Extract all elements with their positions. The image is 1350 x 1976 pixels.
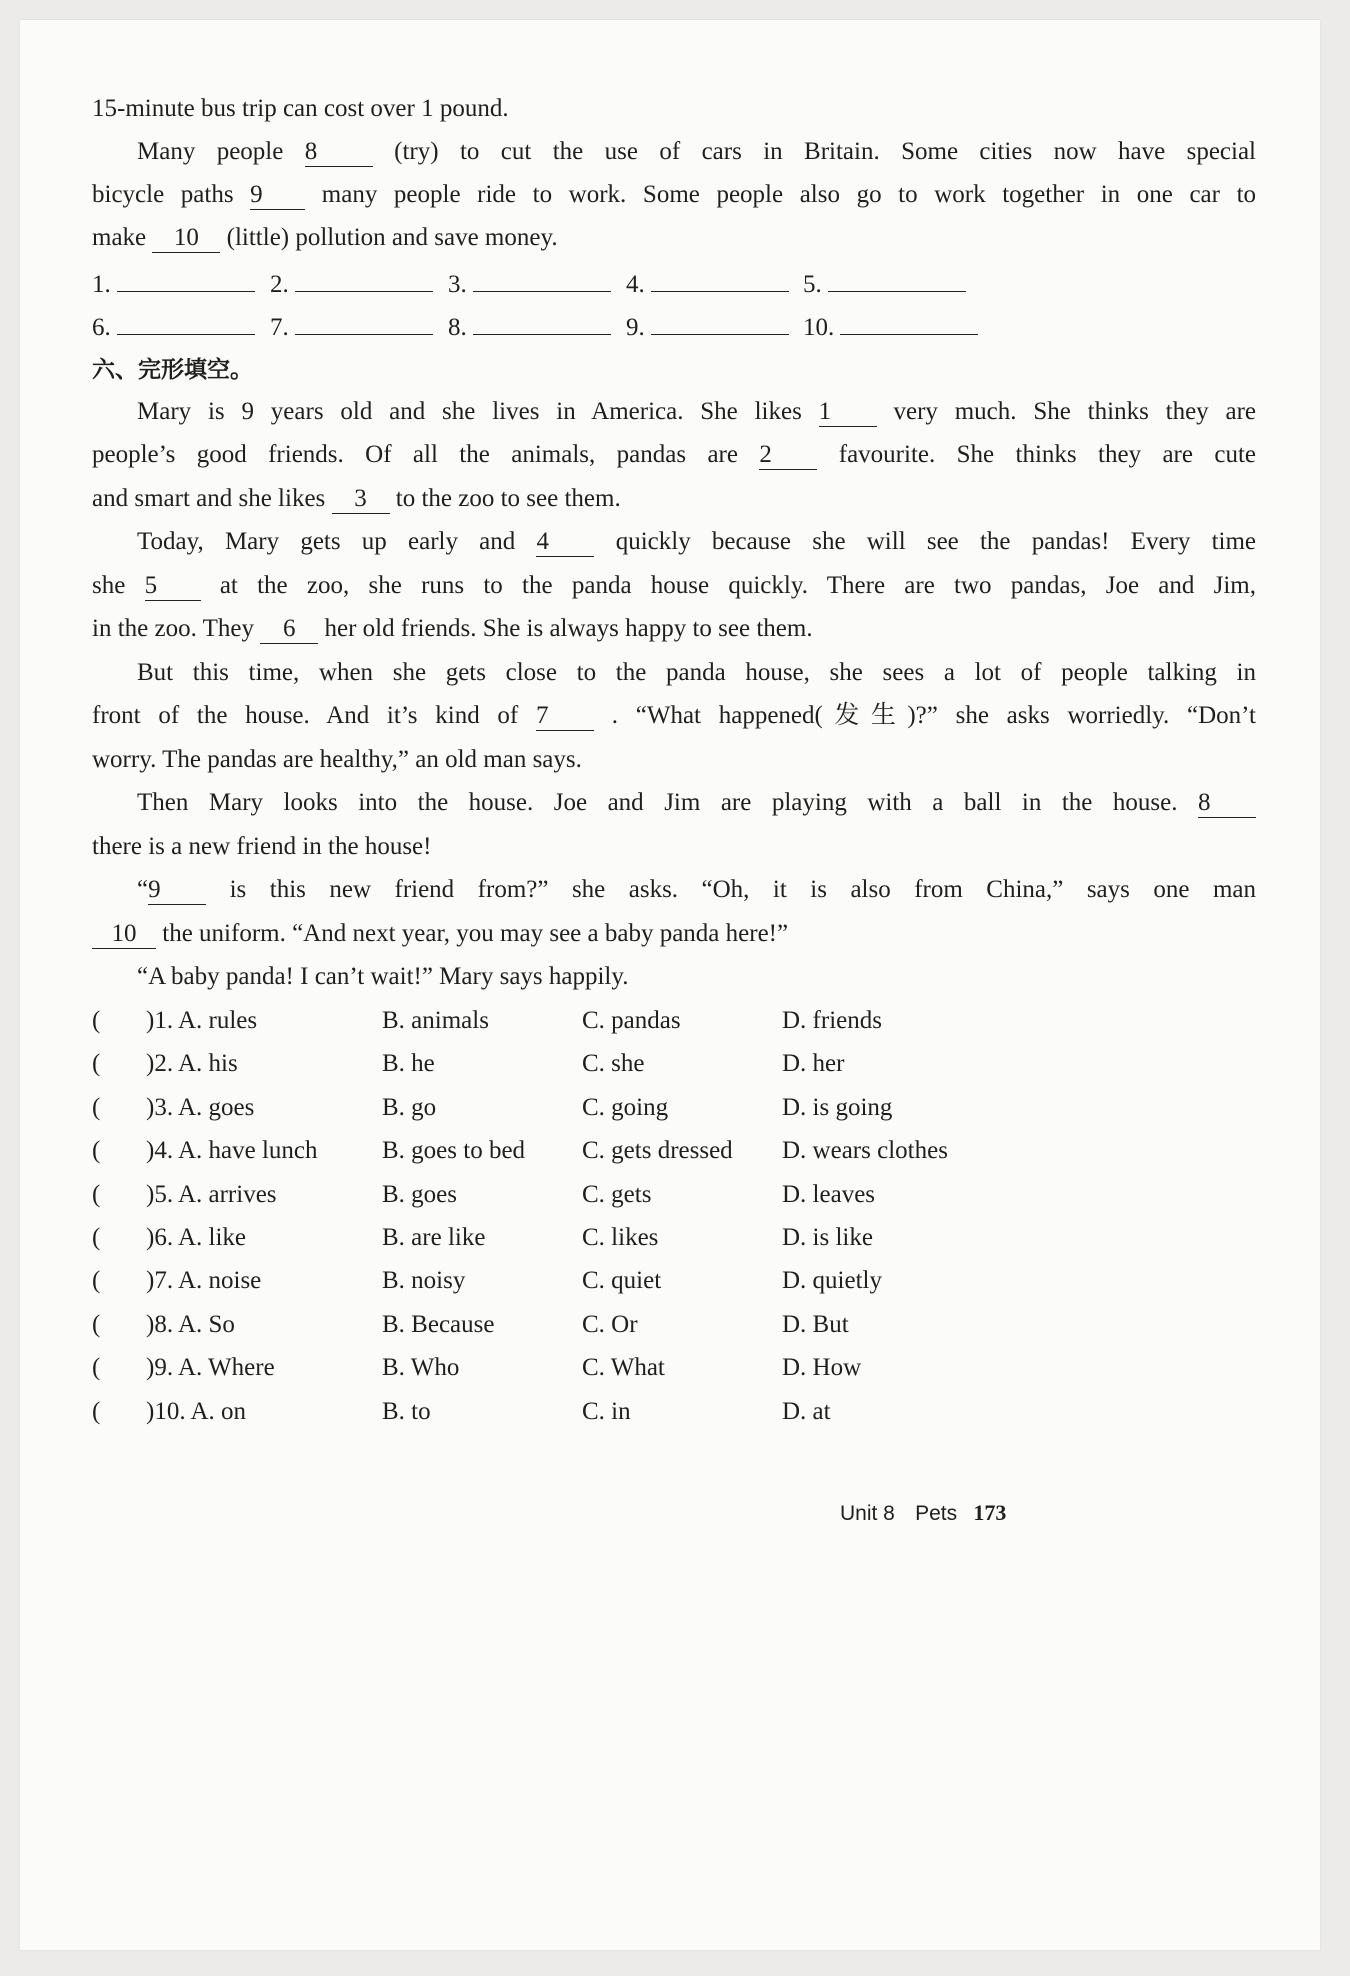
question-number: 8. — [154, 1311, 174, 1338]
option-d[interactable]: D. How — [782, 1354, 862, 1381]
question-stem: )8. A. So — [146, 1311, 235, 1338]
option-a[interactable]: A. noise — [177, 1267, 262, 1294]
answer-bracket[interactable]: ( — [92, 1311, 101, 1338]
answer-line-9[interactable]: 9. — [626, 310, 789, 343]
option-a[interactable]: A. have lunch — [177, 1137, 318, 1164]
option-c[interactable]: C. in — [582, 1398, 631, 1425]
cloze-blank-7[interactable]: 7 — [536, 702, 594, 731]
option-d[interactable]: D. is going — [782, 1094, 893, 1121]
cloze-blank-2[interactable]: 2 — [759, 441, 817, 470]
option-c[interactable]: C. she — [582, 1050, 645, 1077]
answer-bracket[interactable]: ( — [92, 1094, 101, 1121]
answer-line-5[interactable]: 5. — [803, 267, 966, 300]
answer-bracket[interactable]: ( — [92, 1398, 101, 1425]
passage-line: 15-minute bus trip can cost over 1 pound. — [92, 95, 509, 122]
option-a[interactable]: A. Where — [177, 1354, 275, 1381]
answer-line-6[interactable]: 6. — [92, 310, 255, 343]
question-number: 6. — [154, 1224, 174, 1251]
page-footer — [840, 1498, 1006, 1529]
option-c[interactable]: C. quiet — [582, 1267, 662, 1294]
cloze-line: Mary is 9 years old and she lives in America. She likes 1 very much. She thinks they are — [137, 398, 1257, 425]
question-stem: )1. A. rules — [146, 1007, 258, 1034]
passage-line: make 10 (little) pollution and save money. — [92, 224, 558, 251]
cloze-line: But this time, when she gets close to the panda house, she sees a lot of people talking in — [137, 659, 1256, 686]
option-b[interactable]: B. goes — [382, 1181, 457, 1208]
question-number: 2. — [154, 1050, 174, 1077]
answer-line-7[interactable]: 7. — [270, 310, 433, 343]
answer-bracket[interactable]: ( — [92, 1181, 101, 1208]
cloze-line: worry. The pandas are healthy,” an old man says. — [92, 746, 582, 773]
question-stem: )3. A. goes — [146, 1094, 255, 1121]
cloze-blank-10[interactable]: 10 — [92, 920, 156, 949]
option-c[interactable]: C. gets — [582, 1181, 652, 1208]
option-b[interactable]: B. are like — [382, 1224, 486, 1251]
answer-line-8[interactable]: 8. — [448, 310, 611, 343]
option-b[interactable]: B. to — [382, 1398, 431, 1425]
question-stem: )7. A. noise — [146, 1267, 262, 1294]
option-d[interactable]: D. wears clothes — [782, 1137, 948, 1164]
answer-line-10[interactable]: 10. — [803, 310, 978, 343]
option-b[interactable]: B. noisy — [382, 1267, 466, 1294]
option-a[interactable]: A. goes — [177, 1094, 255, 1121]
option-b[interactable]: B. goes to bed — [382, 1137, 526, 1164]
footer-unit: Unit 8 — [840, 1502, 895, 1525]
passage-line: bicycle paths 9 many people ride to work. Some people also go to work together in one car to — [92, 181, 1257, 208]
section-heading: 六、完形填空。 — [92, 357, 253, 383]
option-d[interactable]: D. But — [782, 1311, 849, 1338]
option-b[interactable]: B. Who — [382, 1354, 460, 1381]
answer-line-3[interactable]: 3. — [448, 267, 611, 300]
cloze-blank-9[interactable]: 9 — [148, 876, 206, 905]
option-d[interactable]: D. her — [782, 1050, 845, 1077]
option-c[interactable]: C. Or — [582, 1311, 638, 1338]
cloze-line: in the zoo. They 6 her old friends. She is always happy to see them. — [92, 615, 813, 642]
question-number: 5. — [154, 1181, 174, 1208]
cloze-blank-3[interactable]: 3 — [332, 485, 390, 514]
cloze-blank-6[interactable]: 6 — [260, 615, 318, 644]
cloze-blank-5[interactable]: 5 — [145, 572, 201, 601]
option-c[interactable]: C. going — [582, 1094, 669, 1121]
question-number: 1. — [154, 1007, 174, 1034]
option-d[interactable]: D. is like — [782, 1224, 873, 1251]
question-stem: )6. A. like — [146, 1224, 246, 1251]
blank-8[interactable]: 8 — [305, 138, 373, 167]
cloze-line: there is a new friend in the house! — [92, 833, 432, 860]
answer-line-1[interactable]: 1. — [92, 267, 255, 300]
answer-bracket[interactable]: ( — [92, 1137, 101, 1164]
footer-title: Pets — [915, 1502, 958, 1525]
option-d[interactable]: D. quietly — [782, 1267, 882, 1294]
option-c[interactable]: C. gets dressed — [582, 1137, 733, 1164]
option-a[interactable]: A. like — [177, 1224, 246, 1251]
blank-10[interactable]: 10 — [152, 224, 220, 253]
option-a[interactable]: A. on — [190, 1398, 247, 1425]
cloze-blank-4[interactable]: 4 — [536, 528, 594, 557]
question-number: 4. — [154, 1137, 174, 1164]
option-d[interactable]: D. friends — [782, 1007, 882, 1034]
cloze-blank-1[interactable]: 1 — [819, 398, 877, 427]
option-a[interactable]: A. rules — [177, 1007, 258, 1034]
answer-bracket[interactable]: ( — [92, 1224, 101, 1251]
option-b[interactable]: B. Because — [382, 1311, 495, 1338]
option-c[interactable]: C. What — [582, 1354, 665, 1381]
option-d[interactable]: D. at — [782, 1398, 831, 1425]
cloze-line: “9 is this new friend from?” she asks. “Oh, it is also from China,” says one man — [137, 876, 1256, 903]
question-number: 10. — [154, 1398, 186, 1425]
option-a[interactable]: A. arrives — [177, 1181, 277, 1208]
answer-bracket[interactable]: ( — [92, 1267, 101, 1294]
cloze-line: she 5 at the zoo, she runs to the panda house quickly. There are two pandas, Joe and Jim, — [92, 572, 1257, 599]
question-stem: )4. A. have lunch — [146, 1137, 318, 1164]
question-stem: )2. A. his — [146, 1050, 238, 1077]
question-number: 9. — [154, 1354, 174, 1381]
answer-line-4[interactable]: 4. — [626, 267, 789, 300]
option-a[interactable]: A. So — [177, 1311, 235, 1338]
cloze-line: 10 the uniform. “And next year, you may see a baby panda here!” — [92, 919, 788, 949]
answer-bracket[interactable]: ( — [92, 1050, 101, 1077]
cloze-line: Then Mary looks into the house. Joe and Jim are playing with a ball in the house. 8 — [92, 788, 1256, 818]
cloze-line: front of the house. And it’s kind of 7 . “What happened(发生)?” she asks worriedly. “Don’t — [92, 702, 1256, 729]
option-b[interactable]: B. go — [382, 1094, 437, 1121]
option-b[interactable]: B. animals — [382, 1007, 489, 1034]
passage-line: Many people 8 (try) to cut the use of cars in Britain. Some cities now have special — [137, 138, 1257, 165]
answer-line-2[interactable]: 2. — [270, 267, 433, 300]
cloze-line: “A baby panda! I can’t wait!” Mary says happily. — [137, 963, 629, 990]
cloze-line: and smart and she likes 3 to the zoo to see them. — [92, 485, 621, 512]
cloze-blank-8[interactable]: 8 — [1198, 789, 1256, 818]
option-d[interactable]: D. leaves — [782, 1181, 876, 1208]
question-number: 7. — [154, 1267, 174, 1294]
page-number: 173 — [973, 1500, 1007, 1525]
cloze-line: Today, Mary gets up early and 4 quickly because she will see the pandas! Every time — [137, 528, 1257, 555]
question-stem: )5. A. arrives — [146, 1181, 277, 1208]
blank-9[interactable]: 9 — [250, 181, 305, 210]
option-b[interactable]: B. he — [382, 1050, 435, 1077]
cloze-line: people’s good friends. Of all the animals, pandas are 2 favourite. She thinks they are cute — [92, 441, 1257, 468]
question-stem: )10. A. on — [146, 1398, 247, 1425]
worksheet-page — [20, 20, 1320, 1950]
option-c[interactable]: C. pandas — [582, 1007, 681, 1034]
option-c[interactable]: C. likes — [582, 1224, 659, 1251]
answer-bracket[interactable]: ( — [92, 1007, 101, 1034]
answer-bracket[interactable]: ( — [92, 1354, 101, 1381]
question-number: 3. — [154, 1094, 174, 1121]
option-a[interactable]: A. his — [177, 1050, 238, 1077]
question-stem: )9. A. Where — [146, 1354, 275, 1381]
